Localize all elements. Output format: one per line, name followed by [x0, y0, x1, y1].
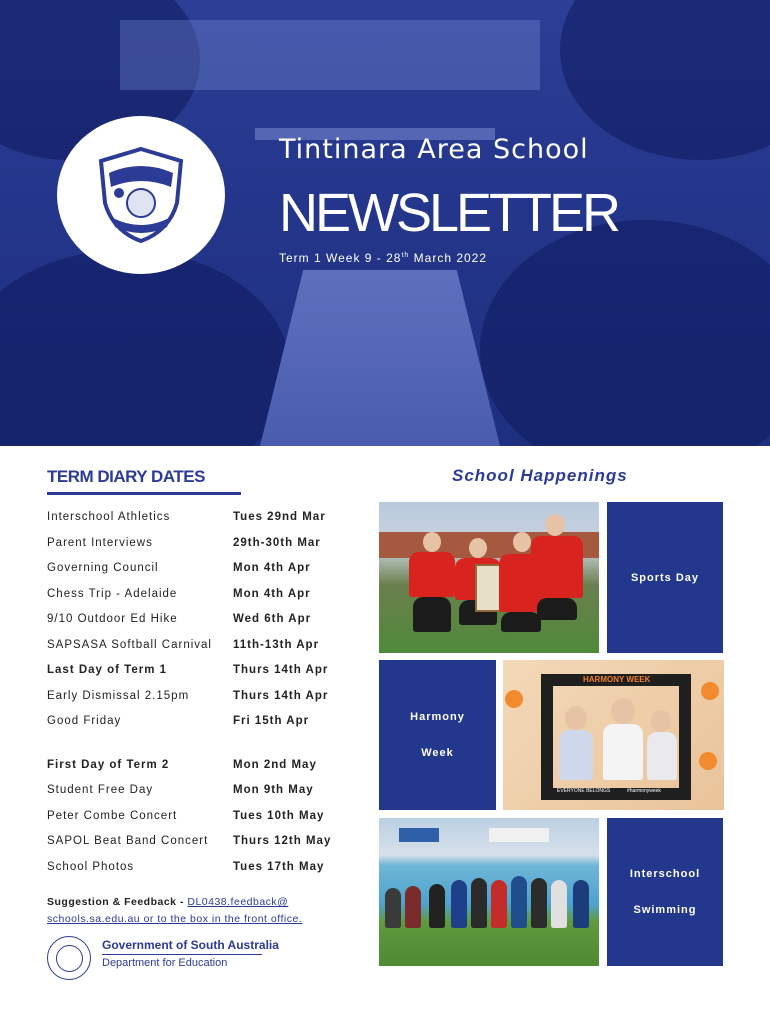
diary-row: Parent Interviews 29th-30th Mar [47, 536, 321, 549]
header-banner [0, 0, 770, 446]
sports-day-photo [379, 502, 599, 653]
tent-shape [489, 828, 549, 842]
issue-date: Term 1 Week 9 - 28th March 2022 [279, 251, 488, 265]
interschool-swimming-caption: Interschool Swimming [607, 818, 723, 966]
diary-row: SAPOL Beat Band Concert Thurs 12th May [47, 835, 332, 847]
government-divider [102, 954, 262, 955]
diary-row: Chess Trip - Adelaide Mon 4th Apr [47, 587, 311, 600]
diary-underline [47, 492, 241, 495]
shrub-shape [480, 220, 770, 446]
diary-row: Interschool Athletics Tues 29nd Mar [47, 511, 326, 523]
diary-row: Good Friday Fri 15th Apr [47, 715, 310, 727]
diary-row: 9/10 Outdoor Ed Hike Wed 6th Apr [47, 613, 312, 625]
school-logo [57, 116, 225, 274]
diary-row: Early Dismissal 2.15pm Thurs 14th Apr [47, 689, 329, 702]
newsletter-title: NEWSLETTER [279, 183, 619, 243]
harmony-week-photo [503, 660, 724, 810]
feedback-label: Suggestion & Feedback - [47, 896, 184, 908]
government-logo [47, 936, 287, 982]
feedback-note [47, 894, 367, 928]
tent-shape [399, 828, 439, 842]
interschool-swimming-photo [379, 818, 599, 966]
diary-row: Governing Council Mon 4th Apr [47, 562, 311, 574]
sports-day-caption: Sports Day [607, 502, 723, 653]
tree-shape [560, 0, 770, 160]
feedback-email-link[interactable]: DL0438.feedback@ [187, 896, 289, 908]
state-seal-icon [47, 936, 91, 980]
diary-row: SAPSASA Softball Carnival 11th-13th Apr [47, 638, 320, 651]
diary-row: Student Free Day Mon 9th May [47, 784, 314, 796]
diary-row: Peter Combe Concert Tues 10th May [47, 809, 325, 822]
diary-row: First Day of Term 2 Mon 2nd May [47, 758, 317, 771]
government-name: Government of South Australia [102, 938, 279, 952]
diary-dates-table [47, 508, 357, 883]
diary-row: Last Day of Term 1 Thurs 14th Apr [47, 664, 329, 676]
school-name: Tintinara Area School [279, 134, 589, 165]
background-light [120, 20, 540, 90]
feedback-suffix: or to the box in the front office. [140, 913, 303, 925]
frame-footer: EVERYONE BELONGS [557, 788, 611, 794]
path-shape [260, 270, 500, 446]
diary-title: TERM DIARY DATES [47, 467, 205, 486]
department-name: Department for Education [102, 957, 228, 969]
frame-hashtag: #harmonyweek [627, 788, 661, 794]
diary-row: School Photos Tues 17th May [47, 860, 325, 873]
feedback-email-link-cont[interactable]: schools.sa.edu.au [47, 913, 141, 925]
school-crest-icon [89, 143, 193, 247]
harmony-week-caption: Harmony Week [379, 660, 496, 810]
shrub-shape [0, 250, 290, 446]
term-separator [47, 738, 357, 756]
happenings-title: School Happenings [452, 466, 628, 485]
frame-title: HARMONY WEEK [583, 675, 651, 684]
